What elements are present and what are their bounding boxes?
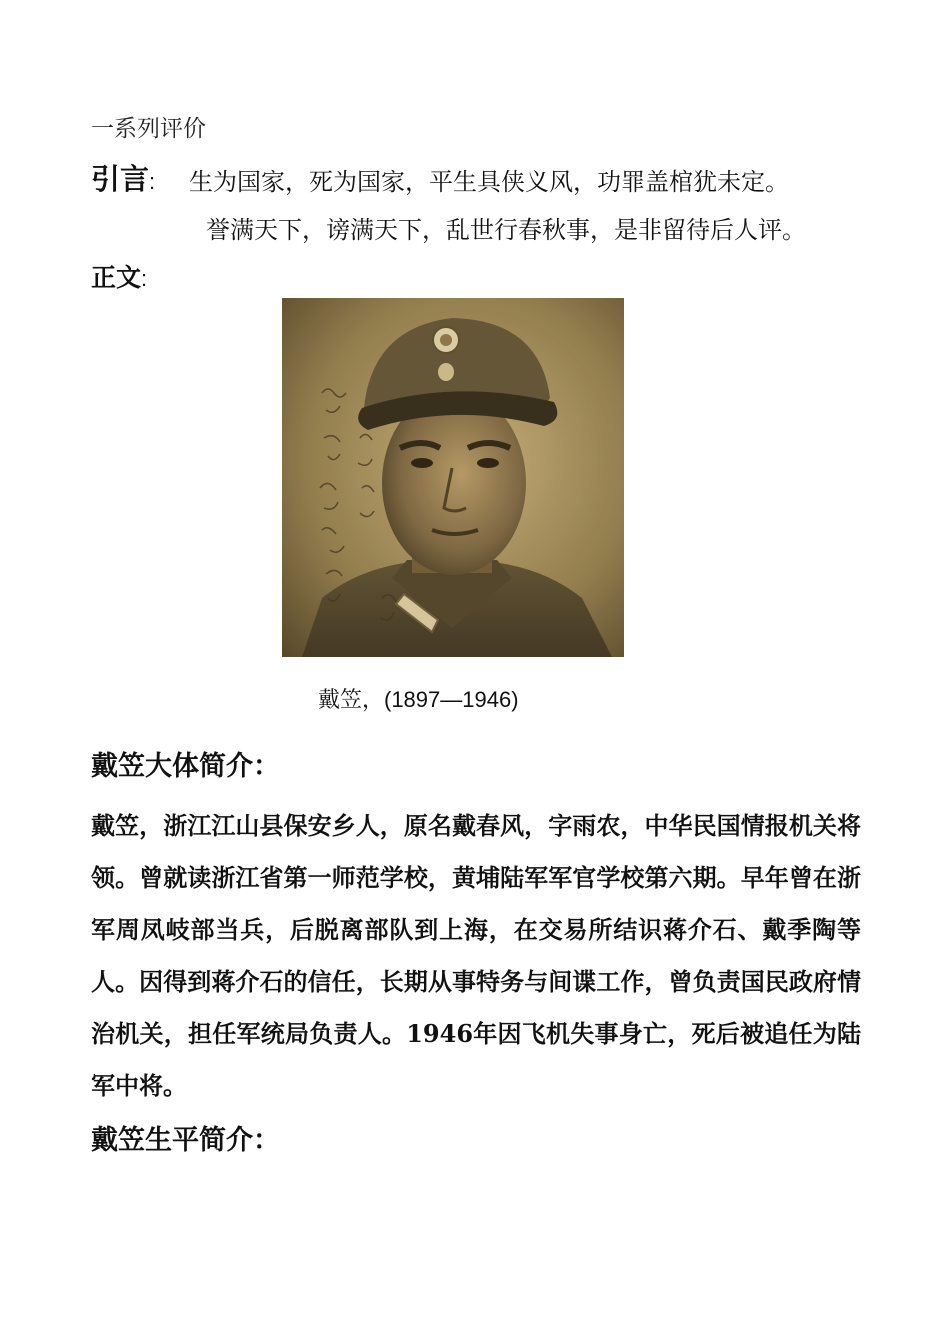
intro-label-text: 引言 — [91, 164, 150, 196]
section-heading-biography: 戴笠生平简介： — [91, 1125, 280, 1155]
section-heading-overview: 戴笠大体简介： — [91, 751, 280, 781]
intro-verse-line-2: 誉满天下，谤满天下，乱世行春秋事，是非留待后人评。 — [206, 216, 806, 244]
portrait-image — [282, 298, 624, 657]
series-title: 一系列评价 — [91, 116, 206, 142]
intro-verse-line-1: 生为国家，死为国家，平生具侠义风，功罪盖棺犹未定。 — [189, 168, 789, 196]
body-label — [91, 258, 147, 294]
section-overview-paragraph: 戴笠，浙江江山县保安乡人，原名戴春风，字雨农，中华民国情报机关将领。曾就读浙江省第一师范学校，黄埔陆军军官学校第六期。早年曾在浙军周凤岐部当兵，后脱离部队到上海，在交易所结识蒋介石、戴季陶等人。因得到蒋介石的信任，长期从事特务与间谍工作，曾负责国民政府情治机关，担任军统局负责人。1946年因飞机失事身亡，死后被追任为陆军中将。 — [91, 811, 861, 1100]
body-label-text: 正文 — [91, 264, 142, 292]
photo-caption: 戴笠，(1897—1946) — [318, 687, 519, 712]
intro-label — [91, 157, 155, 198]
body-label-colon: : — [141, 266, 148, 291]
portrait-photo — [282, 298, 624, 657]
intro-label-colon: : — [149, 169, 156, 194]
